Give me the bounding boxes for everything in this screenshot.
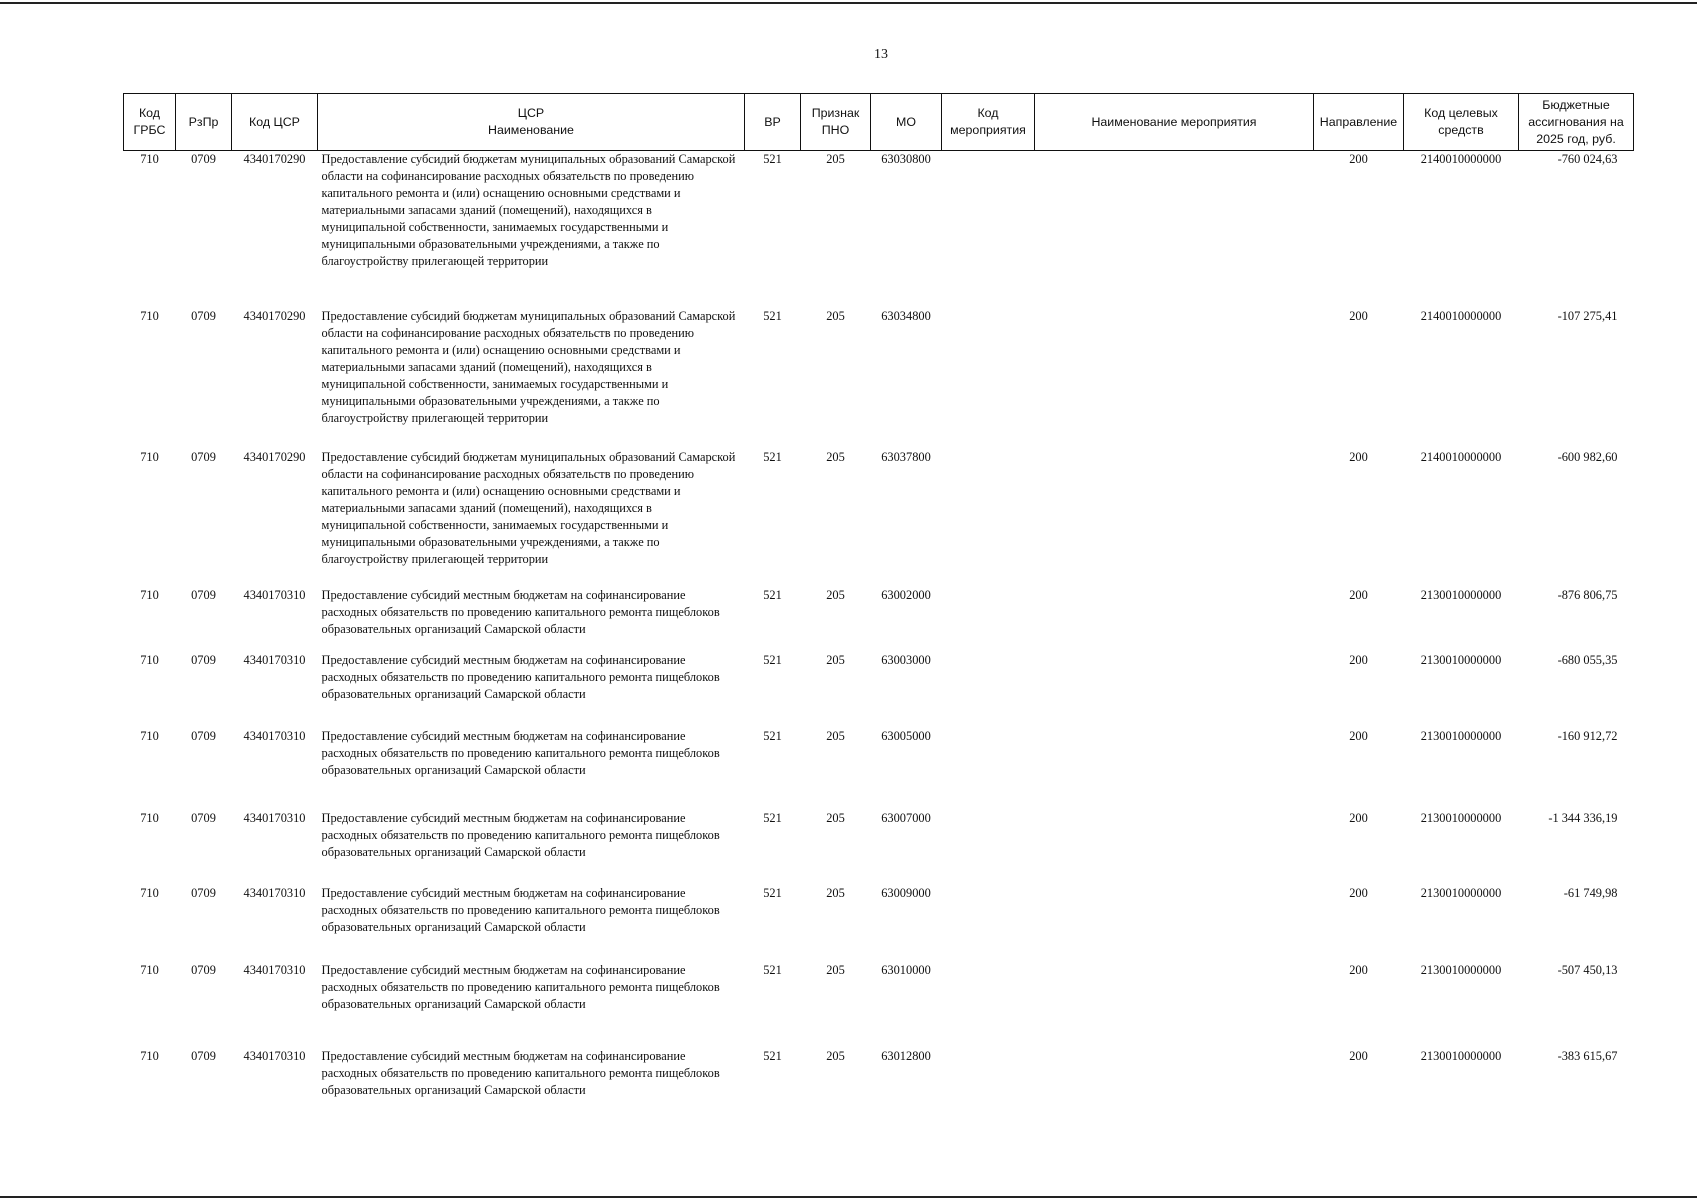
- cell-pno: 205: [826, 728, 845, 743]
- header-pno-line1: Признак: [811, 106, 860, 120]
- cell-vr: 521: [763, 152, 782, 166]
- cell-grbs: 710: [140, 152, 159, 166]
- cell-grbs: 710: [140, 449, 159, 464]
- cell-rzpr: 0709: [191, 810, 216, 825]
- header-csr-name: [318, 94, 745, 151]
- header-csr-code: Код ЦСР: [232, 94, 318, 151]
- cell-event-name: [1035, 1048, 1314, 1108]
- cell-event-name: [1035, 728, 1314, 810]
- page-bottom-rule: [0, 1196, 1697, 1198]
- cell-amount: -383 615,67: [1557, 1048, 1618, 1063]
- cell-mo: 63002000: [881, 587, 931, 602]
- cell-mo: 63010000: [881, 962, 931, 977]
- table-row: [124, 308, 1634, 449]
- header-rzpr: РзПр: [176, 94, 232, 151]
- cell-rzpr: 0709: [191, 885, 216, 900]
- cell-mo: 63012800: [881, 1048, 931, 1063]
- cell-event-code: [942, 652, 1035, 728]
- cell-target-code: 2130010000000: [1420, 728, 1502, 743]
- cell-csr: 4340170310: [243, 652, 306, 667]
- cell-rzpr: 0709: [191, 1048, 216, 1063]
- cell-grbs: 710: [140, 728, 159, 743]
- header-event-code: [942, 94, 1035, 151]
- cell-event-code: [942, 810, 1035, 885]
- cell-pno: 205: [826, 449, 845, 464]
- cell-target-code: 2140010000000: [1420, 449, 1502, 464]
- cell-direction: 200: [1349, 587, 1368, 602]
- cell-event-name: [1035, 308, 1314, 449]
- cell-vr: 521: [763, 652, 782, 667]
- cell-pno: 205: [826, 587, 845, 602]
- cell-grbs: 710: [140, 652, 159, 667]
- cell-mo: 63034800: [881, 308, 931, 323]
- cell-amount: -507 450,13: [1557, 962, 1618, 977]
- cell-amount: -107 275,41: [1557, 308, 1618, 323]
- cell-pno: 205: [826, 962, 845, 977]
- cell-event-name: [1035, 587, 1314, 652]
- cell-csr: 4340170310: [243, 810, 306, 825]
- cell-event-name: [1035, 810, 1314, 885]
- cell-description: Предоставление субсидий местным бюджетам на софинансирование расходных обязательств по проведению капитального ремонта пищеблоков образовательных организаций Самарской области: [321, 810, 720, 859]
- cell-event-code: [942, 728, 1035, 810]
- cell-rzpr: 0709: [191, 449, 216, 464]
- cell-csr: 4340170290: [243, 152, 306, 166]
- cell-direction: 200: [1349, 962, 1368, 977]
- cell-amount: -760 024,63: [1557, 152, 1618, 166]
- cell-rzpr: 0709: [191, 962, 216, 977]
- cell-pno: 205: [826, 152, 845, 166]
- cell-vr: 521: [763, 308, 782, 323]
- cell-grbs: 710: [140, 885, 159, 900]
- cell-csr: 4340170290: [243, 449, 306, 464]
- cell-csr: 4340170310: [243, 1048, 306, 1063]
- cell-rzpr: 0709: [191, 152, 216, 166]
- header-allocations-line1: Бюджетные: [1542, 97, 1610, 112]
- cell-vr: 521: [763, 962, 782, 977]
- cell-target-code: 2140010000000: [1420, 152, 1502, 166]
- cell-description: Предоставление субсидий бюджетам муниципальных образований Самарской области на софинансирование расходных обязательств по проведению капитального ремонта и (или) оснащению основными средствами и материальными запасами зданий (помещений), находящихся в муниципальной собственности, занимаемых государственными и муниципальными образовательными учреждениями, а также по благоустройству прилегающей территории: [321, 449, 736, 566]
- cell-pno: 205: [826, 652, 845, 667]
- cell-vr: 521: [763, 728, 782, 743]
- cell-target-code: 2130010000000: [1420, 1048, 1502, 1063]
- cell-event-code: [942, 587, 1035, 652]
- header-csr-line2: Наименование: [488, 123, 574, 137]
- cell-direction: 200: [1349, 885, 1368, 900]
- cell-rzpr: 0709: [191, 652, 216, 667]
- cell-target-code: 2130010000000: [1420, 885, 1502, 900]
- page-number: 13: [874, 47, 888, 62]
- cell-amount: -1 344 336,19: [1548, 810, 1618, 825]
- cell-vr: 521: [763, 1048, 782, 1063]
- cell-description: Предоставление субсидий местным бюджетам на софинансирование расходных обязательств по проведению капитального ремонта пищеблоков образовательных организаций Самарской области: [321, 885, 720, 934]
- header-pno: [801, 94, 871, 151]
- cell-pno: 205: [826, 1048, 845, 1063]
- header-allocations: [1519, 94, 1634, 151]
- header-allocations-line2: ассигнования на: [1528, 114, 1624, 129]
- table-row: [124, 652, 1634, 728]
- cell-event-code: [942, 962, 1035, 1048]
- header-event-code-line1: Код: [977, 106, 999, 120]
- cell-grbs: 710: [140, 308, 159, 323]
- cell-pno: 205: [826, 885, 845, 900]
- cell-mo: 63037800: [881, 449, 931, 464]
- cell-pno: 205: [826, 308, 845, 323]
- cell-target-code: 2130010000000: [1420, 810, 1502, 825]
- cell-direction: 200: [1349, 810, 1368, 825]
- header-csr-line1: ЦСР: [517, 106, 545, 120]
- cell-csr: 4340170310: [243, 885, 306, 900]
- header-vr: ВР: [745, 94, 801, 151]
- cell-direction: 200: [1349, 449, 1368, 464]
- cell-event-name: [1035, 151, 1314, 308]
- cell-rzpr: 0709: [191, 728, 216, 743]
- cell-amount: -680 055,35: [1557, 652, 1618, 667]
- cell-description: Предоставление субсидий бюджетам муниципальных образований Самарской области на софинансирование расходных обязательств по проведению капитального ремонта и (или) оснащению основными средствами и материальными запасами зданий (помещений), находящихся в муниципальной собственности, занимаемых государственными и муниципальными образовательными учреждениями, а также по благоустройству прилегающей территории: [321, 308, 736, 425]
- cell-csr: 4340170290: [243, 308, 306, 323]
- cell-grbs: 710: [140, 587, 159, 602]
- cell-event-name: [1035, 449, 1314, 587]
- header-target-code-line2: средств: [1438, 123, 1484, 137]
- cell-amount: -876 806,75: [1557, 587, 1618, 602]
- cell-target-code: 2140010000000: [1420, 308, 1502, 323]
- cell-target-code: 2130010000000: [1420, 652, 1502, 667]
- cell-amount: -160 912,72: [1557, 728, 1618, 743]
- header-grbs-line2: ГРБС: [133, 123, 166, 137]
- table-row: [124, 962, 1634, 1048]
- cell-mo: 63009000: [881, 885, 931, 900]
- cell-grbs: 710: [140, 962, 159, 977]
- cell-target-code: 2130010000000: [1420, 587, 1502, 602]
- cell-amount: -600 982,60: [1557, 449, 1618, 464]
- cell-vr: 521: [763, 885, 782, 900]
- cell-description: Предоставление субсидий местным бюджетам на софинансирование расходных обязательств по проведению капитального ремонта пищеблоков образовательных организаций Самарской области: [321, 652, 720, 701]
- cell-direction: 200: [1349, 308, 1368, 323]
- cell-target-code: 2130010000000: [1420, 962, 1502, 977]
- budget-allocations-table: [123, 93, 1634, 1108]
- header-pno-line2: ПНО: [821, 123, 850, 137]
- cell-description: Предоставление субсидий местным бюджетам на софинансирование расходных обязательств по проведению капитального ремонта пищеблоков образовательных организаций Самарской области: [321, 1048, 720, 1097]
- cell-mo: 63003000: [881, 652, 931, 667]
- cell-description: Предоставление субсидий бюджетам муниципальных образований Самарской области на софинансирование расходных обязательств по проведению капитального ремонта и (или) оснащению основными средствами и материальными запасами зданий (помещений), находящихся в муниципальной собственности, занимаемых государственными и муниципальными образовательными учреждениями, а также по благоустройству прилегающей территории: [321, 152, 736, 268]
- table-row: [124, 810, 1634, 885]
- cell-rzpr: 0709: [191, 308, 216, 323]
- cell-amount: -61 749,98: [1563, 885, 1618, 900]
- cell-event-code: [942, 449, 1035, 587]
- cell-event-code: [942, 1048, 1035, 1108]
- table-row: [124, 151, 1634, 308]
- header-target-code-line1: Код целевых: [1424, 106, 1498, 120]
- cell-rzpr: 0709: [191, 587, 216, 602]
- header-grbs-line1: Код: [138, 106, 161, 120]
- cell-event-name: [1035, 652, 1314, 728]
- cell-vr: 521: [763, 449, 782, 464]
- cell-description: Предоставление субсидий местным бюджетам на софинансирование расходных обязательств по проведению капитального ремонта пищеблоков образовательных организаций Самарской области: [321, 962, 720, 1011]
- header-grbs: [124, 94, 176, 151]
- table-row: [124, 885, 1634, 962]
- cell-csr: 4340170310: [243, 587, 306, 602]
- cell-mo: 63007000: [881, 810, 931, 825]
- cell-event-code: [942, 308, 1035, 449]
- cell-grbs: 710: [140, 810, 159, 825]
- table-body: [124, 151, 1634, 1108]
- cell-direction: 200: [1349, 728, 1368, 743]
- header-mo: МО: [871, 94, 942, 151]
- cell-vr: 521: [763, 810, 782, 825]
- cell-event-code: [942, 151, 1035, 308]
- cell-description: Предоставление субсидий местным бюджетам на софинансирование расходных обязательств по проведению капитального ремонта пищеблоков образовательных организаций Самарской области: [321, 728, 720, 777]
- cell-pno: 205: [826, 810, 845, 825]
- cell-mo: 63030800: [881, 152, 931, 166]
- header-event-code-line2: мероприятия: [950, 123, 1026, 137]
- cell-direction: 200: [1349, 652, 1368, 667]
- header-event-name: Наименование мероприятия: [1035, 94, 1314, 151]
- cell-description: Предоставление субсидий местным бюджетам на софинансирование расходных обязательств по проведению капитального ремонта пищеблоков образовательных организаций Самарской области: [321, 587, 720, 636]
- cell-event-name: [1035, 962, 1314, 1048]
- cell-csr: 4340170310: [243, 728, 306, 743]
- cell-direction: 200: [1349, 1048, 1368, 1063]
- cell-mo: 63005000: [881, 728, 931, 743]
- table-row: [124, 1048, 1634, 1108]
- cell-grbs: 710: [140, 1048, 159, 1063]
- page-top-rule: [0, 2, 1697, 4]
- table-header: [124, 94, 1634, 151]
- table-row: [124, 449, 1634, 587]
- header-direction: Направление: [1314, 94, 1404, 151]
- header-target-code: [1404, 94, 1519, 151]
- cell-vr: 521: [763, 587, 782, 602]
- cell-direction: 200: [1349, 152, 1368, 166]
- cell-event-code: [942, 885, 1035, 962]
- cell-csr: 4340170310: [243, 962, 306, 977]
- table-row: [124, 587, 1634, 652]
- table-row: [124, 728, 1634, 810]
- cell-event-name: [1035, 885, 1314, 962]
- header-allocations-line3: 2025 год, руб.: [1536, 131, 1616, 146]
